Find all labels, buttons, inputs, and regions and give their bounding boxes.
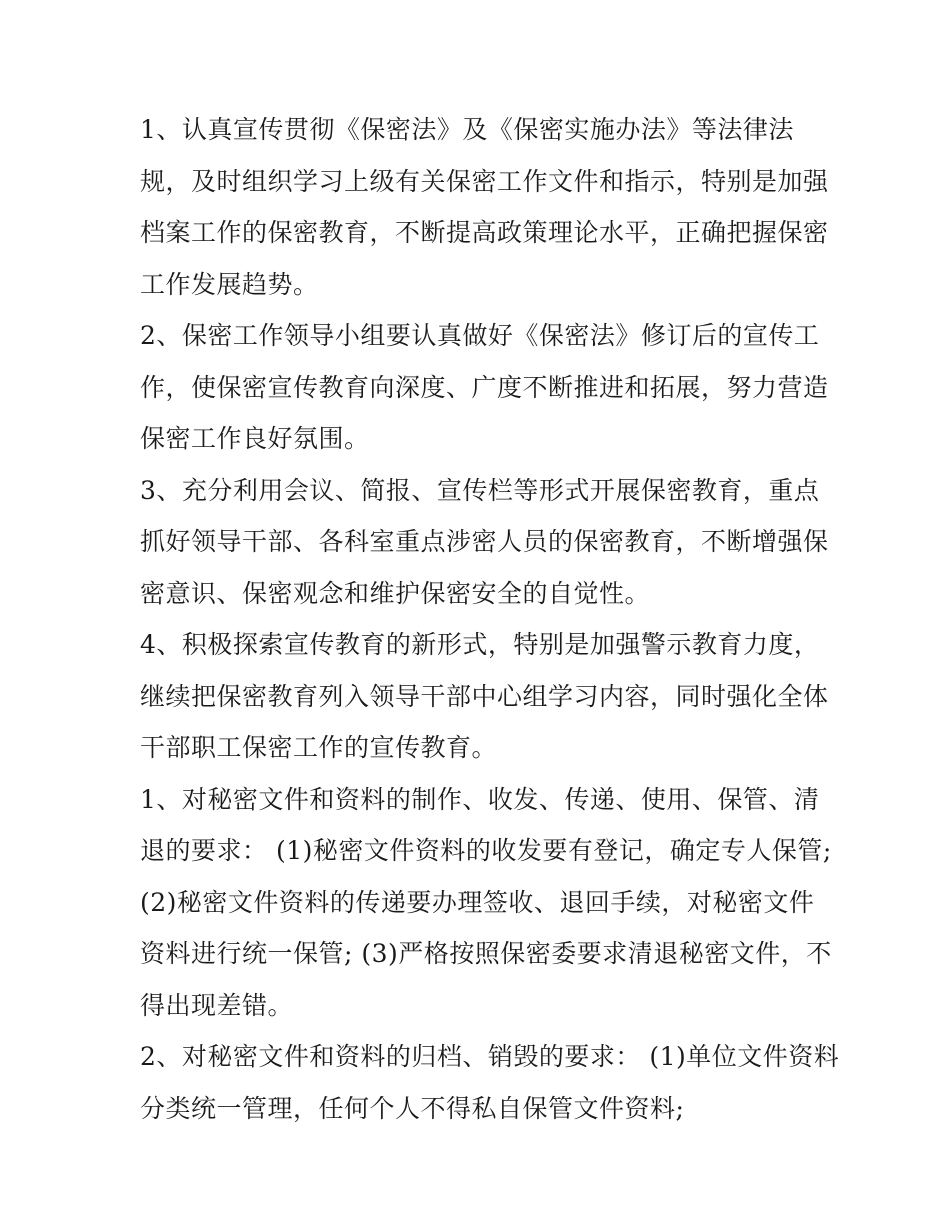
text-line: 退的要求： (1)秘密文件资料的收发要有登记，确定专人保管;: [140, 836, 832, 865]
text-line: 继续把保密教育列入领导干部中心组学习内容，同时强化全体: [140, 681, 829, 711]
text-line: 工作发展趋势。: [140, 269, 319, 299]
text-line: 资料进行统一保管; (3)严格按照保密委要求清退秘密文件，不: [140, 939, 832, 968]
text-line: 规，及时组织学习上级有关保密工作文件和指示，特别是加强: [140, 166, 829, 196]
text-line: 作，使保密宣传教育向深度、广度不断推进和拓展，努力营造: [140, 372, 829, 402]
document-body: [140, 104, 840, 1134]
text-line: (2)秘密文件资料的传递要办理签收、退回手续，对秘密文件: [140, 887, 815, 917]
text-line: 密意识、保密观念和维护保密安全的自觉性。: [140, 578, 651, 608]
text-line: 4、积极探索宣传教育的新形式，特别是加强警示教育力度，: [140, 630, 820, 659]
text-line: 1、对秘密文件和资料的制作、收发、传递、使用、保管、清: [140, 784, 820, 814]
text-line: 得出现差错。: [140, 990, 294, 1020]
text-line: 3、充分利用会议、简报、宣传栏等形式开展保密教育，重点: [140, 475, 820, 505]
text-line: 抓好领导干部、各科室重点涉密人员的保密教育，不断增强保: [140, 527, 829, 556]
text-line: 2、对秘密文件和资料的归档、销毁的要求： (1)单位文件资料: [140, 1042, 840, 1071]
text-line: 2、保密工作领导小组要认真做好《保密法》修订后的宣传工: [140, 321, 820, 350]
text-line: 档案工作的保密教育，不断提高政策理论水平，正确把握保密: [140, 218, 829, 247]
text-line: 保密工作良好氛围。: [140, 424, 370, 453]
text-line: 1、认真宣传贯彻《保密法》及《保密实施办法》等法律法: [140, 115, 794, 144]
text-line: 干部职工保密工作的宣传教育。: [140, 733, 498, 762]
text-line: 分类统一管理，任何个人不得私自保管文件资料;: [140, 1093, 685, 1123]
